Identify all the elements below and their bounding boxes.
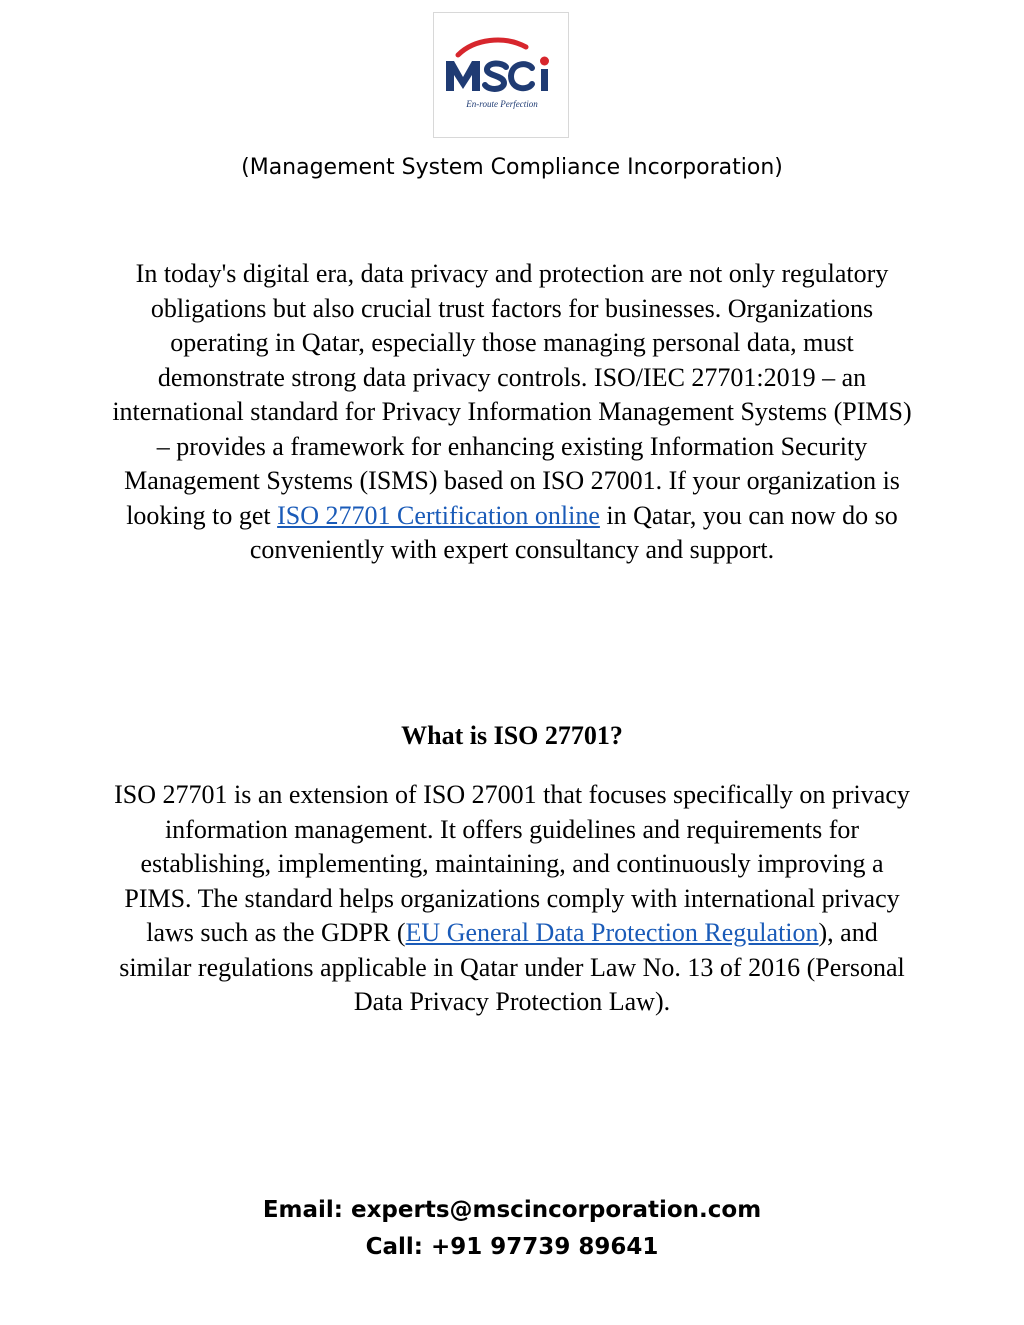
logo-tagline: En-route Perfection [466,99,538,109]
msci-logo-graphic [434,13,568,137]
contact-email: Email: experts@mscincorporation.com [262,1197,762,1223]
gdpr-link[interactable]: EU General Data Protection Regulation [405,918,819,947]
intro-text-start: In today's digital era, data privacy and protection are not only regulatory obligations but also crucial trust factors for businesses. Organizations operating in Qatar, especially those managing personal data, must demonstrate strong data privacy controls. ISO/IEC 27701:2019 – an international standard for Privacy Information Management Systems (PIMS) – provides a framework for enhancing existing Information Security Management Systems (ISMS) based on ISO 27001. If your organization is looking to get [112,259,912,530]
logo-letter-m [446,61,480,91]
intro-paragraph [112,257,912,568]
section-text-start: ISO 27701 is an extension of ISO 27001 that focuses specifically on privacy information management. It offers guidelines and requirements for establishing, implementing, maintaining, and continuously improving a PIMS. The standard helps organizations comply with international privacy laws such as the GDPR ( [114,780,910,947]
section-heading: What is ISO 27701? [401,721,623,750]
logo-letter-c [511,64,532,88]
logo-dot [540,57,549,66]
section-text-end: ), and similar regulations applicable in Qatar under Law No. 13 of 2016 (Personal Data Privacy Protection Law). [119,918,905,1016]
logo-letter-s [485,63,506,88]
logo-swoosh [458,40,526,55]
company-logo [433,12,569,138]
contact-phone: Call: +91 97739 89641 [365,1234,659,1260]
intro-text-end: in Qatar, you can now do so conveniently with expert consultancy and support. [249,500,898,564]
iso-27701-certification-link[interactable]: ISO 27701 Certification online [277,500,600,530]
logo-letter-i [541,69,548,91]
organization-name: (Management System Compliance Incorporation) [241,155,783,180]
section-paragraph [112,778,912,1020]
